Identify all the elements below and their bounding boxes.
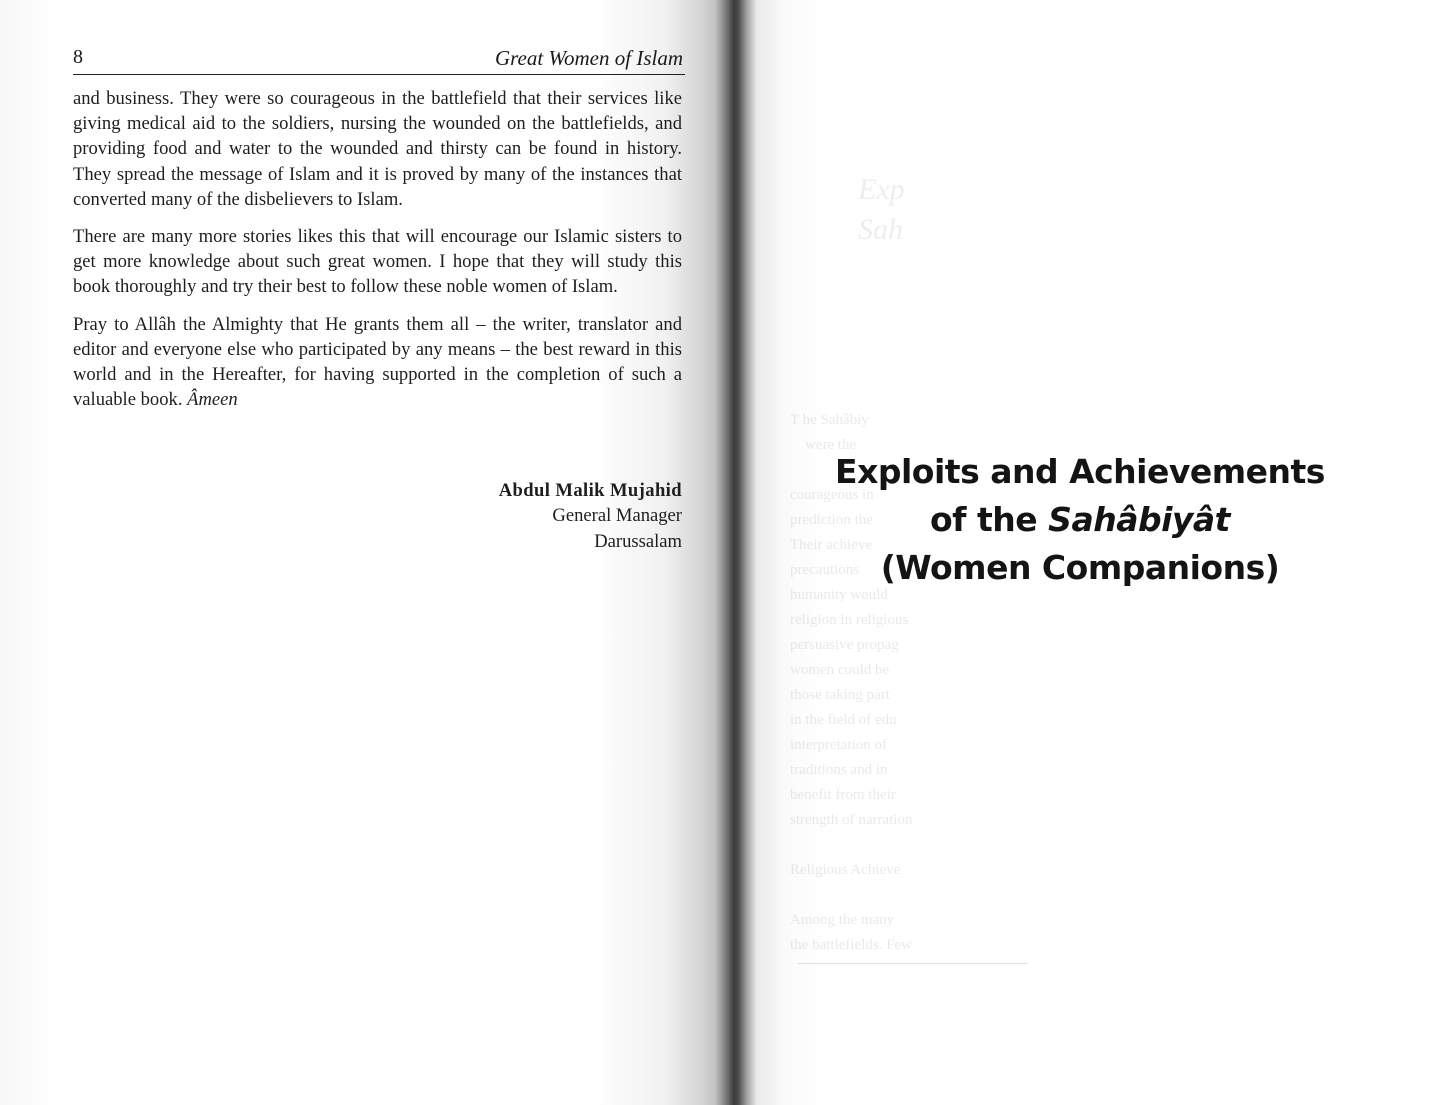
chapter-title: [820, 448, 1340, 592]
paragraph-3-text: Pray to Allâh the Almighty that He grants them all – the writer, translator and editor and everyone else who participated by any means – the best reward in this world and in the Hereafter, for having supported in the completion of such a valuable book.: [73, 313, 682, 411]
body-text: [73, 86, 682, 424]
chapter-title-line-3: (Women Companions): [880, 548, 1280, 587]
signature-block: [499, 478, 682, 554]
chapter-title-line-1: Exploits and Achievements: [835, 452, 1325, 491]
signature-title: General Manager: [552, 505, 682, 527]
chapter-title-line-2-prefix: of the: [930, 500, 1049, 539]
show-through-rule: [798, 963, 1028, 964]
signature-organization: Darussalam: [594, 530, 682, 552]
chapter-title-line-2: [820, 496, 1340, 544]
signature-name: Abdul Malik Mujahid: [498, 480, 682, 501]
show-through-text: T he Sahâbiy were the courageous in prediction the Their achieve precautions humanity would religion in religious persuasive propag women could be those taking part in the field of edu interpretation of traditions and in benefit from their strength of narration Religious Achieve Among the many the battlefields. Few: [790, 412, 913, 953]
left-page: [0, 0, 722, 1105]
chapter-title-italic-word: Sahâbiyât: [1048, 500, 1230, 539]
running-title: Great Women of Islam: [494, 46, 683, 70]
book-gutter: [716, 0, 756, 1105]
page-number: 8: [73, 46, 83, 68]
paragraph-3: [73, 312, 682, 413]
paragraph-1: and business. They were so courageous in the battlefield that their services like giving medical aid to the soldiers, nursing the wounded on the battlefields, and providing food and water to the wounded and thirsty can be found in history. They spread the message of Islam and it is proved by many of the instances that converted many of the disbelievers to Islam.: [73, 88, 682, 210]
paragraph-2: There are many more stories likes this that will encourage our Islamic sisters to get more knowledge about such great women. I hope that they will study this book thoroughly and try their best to follow these noble women of Islam.: [73, 226, 682, 298]
show-through-heading: Exp Sah: [858, 173, 905, 246]
closing-word: Âmeen: [187, 389, 238, 411]
running-header: [73, 44, 685, 75]
